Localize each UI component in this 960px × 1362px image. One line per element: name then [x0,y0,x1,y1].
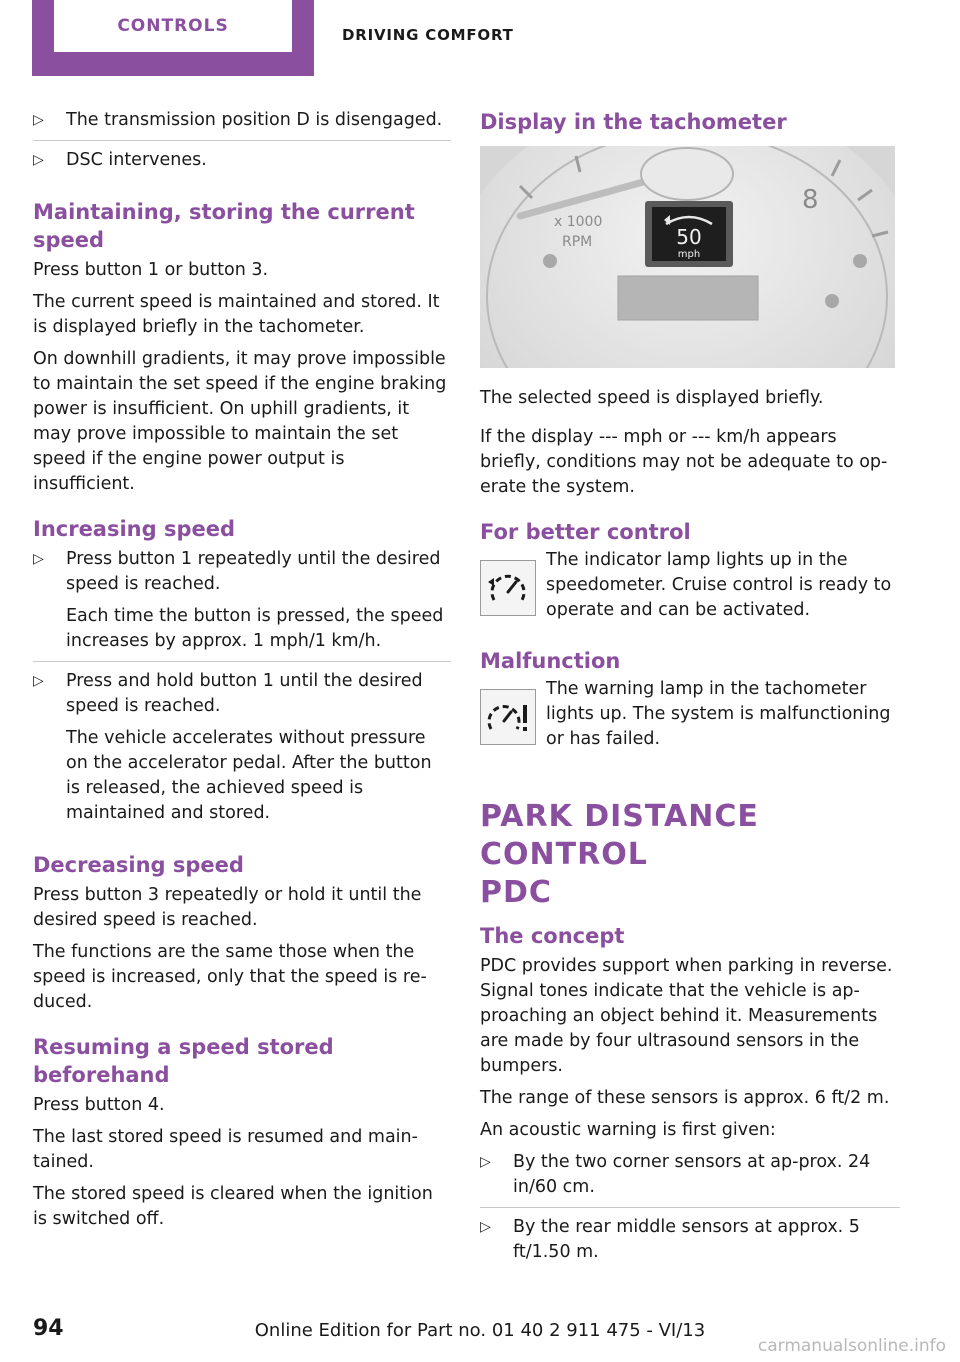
bullet-item: ▷ By the rear middle sensors at approx. 5 ft/1.50 m. [480,1217,860,1262]
gauge-speed-value: 50 [676,225,702,249]
triangle-right-icon: ▷ [33,551,44,567]
triangle-right-icon: ▷ [33,112,44,128]
heading-decreasing: Decreasing speed [33,853,244,877]
cruise-control-indicator-icon [480,560,536,616]
paragraph: The current speed is maintained and stored. It is displayed briefly in the tachometer. [33,292,440,337]
rpm-unit-bottom: RPM [562,234,593,250]
section-title-pdc: PARK DISTANCE CONTROL PDC [480,799,759,910]
paragraph: Press button 1 or button 3. [33,260,269,280]
speedometer-warning-icon [485,697,531,737]
gauge-speed-unit: mph [677,249,701,260]
lamp-row-warning [480,677,900,752]
paragraph: Press button 4. [33,1095,165,1115]
left-column [33,108,451,1239]
heading-concept: The concept [480,924,625,948]
lamp-warning-text: The warning lamp in the tachometer lights up. The system is malfunctioning or has failed. [546,679,891,749]
triangle-right-icon: ▷ [33,152,44,168]
lamp-row-ready [480,548,900,623]
lamp-ready-text: The indicator lamp lights up in the speedometer. Cruise control is ready to operate and can be activated. [546,550,892,620]
tachometer-illustration [480,146,895,368]
rpm-unit-top: x 1000 [554,214,603,230]
tab-driving-comfort[interactable]: DRIVING COMFORT [342,26,514,44]
tab-controls-inner [54,0,292,52]
bullet-item: ▷ The transmission position D is disengaged. [33,108,451,141]
triangle-right-icon: ▷ [480,1219,491,1235]
right-column [480,108,900,1279]
watermark: carmanualsonline.info [757,1336,946,1356]
bullet-item: ▷ Press and hold button 1 until the desired speed is reached. The vehicle accelerates without pressure on the accelerator pedal. After the button is released, the achieved speed is maintained and stored. [33,671,432,823]
heading-resuming: Resuming a speed stored beforehand [33,1035,334,1087]
paragraph: Press button 3 repeatedly or hold it until the desired speed is reached. [33,885,422,930]
paragraph: The selected speed is displayed briefly. [480,388,824,408]
tab-controls[interactable] [32,0,314,76]
bullet-item: ▷ DSC intervenes. [33,148,451,180]
tick-label-8: 8 [802,185,819,215]
heading-malfunction: Malfunction [480,649,621,673]
heading-display-tachometer: Display in the tachometer [480,110,787,134]
heading-maintaining: Maintaining, storing the current speed [33,200,415,252]
bullet-item: ▷ Press button 1 repeatedly until the desired speed is reached. Each time the button is pressed, the speed increases by approx. 1 mph/1 km/h. [33,547,451,662]
paragraph: On downhill gradients, it may prove impossible to maintain the set speed if the engine braking power is insufficient. On uphill gradients, it may prove impossible to maintain the set speed if the engine power output is insufficient. [33,349,447,494]
bullet-item: ▷ By the two corner sensors at ap-prox. 24 in/60 cm. [480,1150,900,1208]
paragraph: If the display --- mph or --- km/h appears briefly, conditions may not be adequate to op-erate the system. [480,427,888,497]
cruise-control-warning-icon [480,689,536,745]
tachometer-image [480,146,895,368]
tab-controls-label: CONTROLS [117,16,229,36]
speedometer-icon [486,568,530,608]
edition-line: Online Edition for Part no. 01 40 2 911 475 - VI/13 [254,1320,706,1341]
heading-increasing: Increasing speed [33,517,236,541]
paragraph: The range of these sensors is approx. 6 ft/2 m. [480,1088,890,1108]
paragraph: The stored speed is cleared when the ignition is switched off. [33,1184,433,1229]
heading-better-control: For better control [480,520,691,544]
paragraph: An acoustic warning is first given: [480,1120,776,1140]
paragraph: The last stored speed is resumed and main-tained. [33,1127,418,1172]
page-number: 94 [33,1316,64,1341]
paragraph: The functions are the same those when the speed is increased, only that the speed is re-duced. [33,942,427,1012]
triangle-right-icon: ▷ [480,1154,491,1170]
paragraph: PDC provides support when parking in reverse. Signal tones indicate that the vehicle is ap-proaching an object behind it. Measurements are made by four ultrasound sensors in the bumpers. [480,956,893,1076]
triangle-right-icon: ▷ [33,673,44,689]
